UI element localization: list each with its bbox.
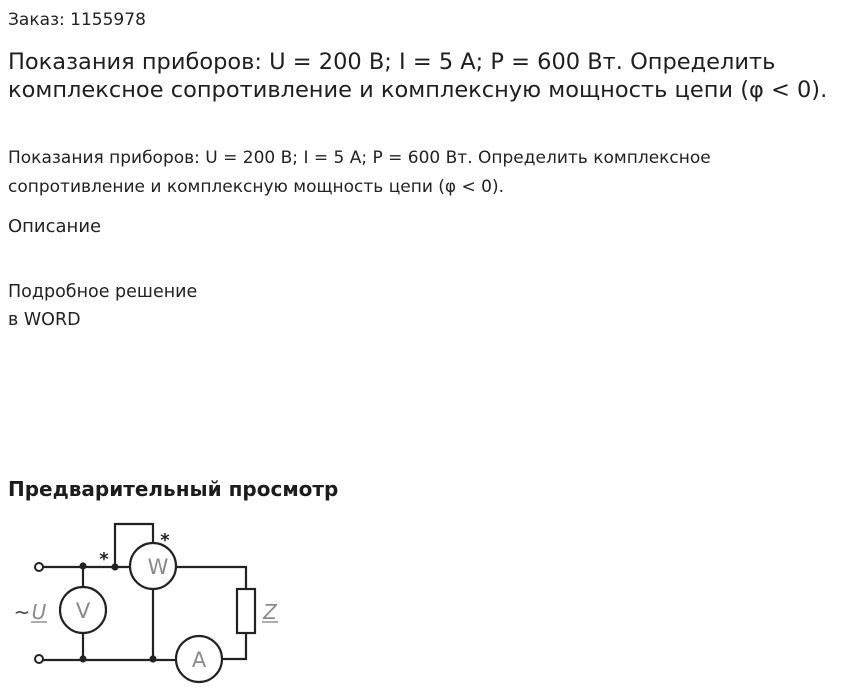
junction-dot	[79, 562, 86, 569]
junction-dot	[149, 655, 156, 662]
junction-dot	[111, 563, 118, 570]
ammeter-label: A	[191, 648, 207, 672]
polarity-star-voltage: *	[160, 530, 170, 551]
impedance-icon	[237, 589, 255, 633]
wattmeter-label: W	[147, 555, 169, 579]
right-bottom-wire	[222, 633, 246, 659]
junction-dot	[79, 655, 86, 662]
task-text: Показания приборов: U = 200 В; I = 5 А; P = 600 Вт. Определить комплексное сопротивление и комплексную мощность цепи (φ < 0).	[8, 148, 711, 197]
impedance-label: Z	[263, 600, 277, 624]
circuit-diagram	[8, 518, 298, 690]
source-voltage-label: U	[31, 600, 47, 624]
preview-heading: Предварительный просмотр	[8, 477, 339, 501]
top-terminal	[35, 563, 43, 571]
description-line-2: в WORD	[8, 310, 81, 330]
description-label: Описание	[8, 216, 102, 237]
order-number: Заказ: 1155978	[8, 10, 146, 30]
voltmeter-label: V	[75, 599, 91, 623]
description-details	[8, 278, 197, 334]
bottom-terminal	[35, 655, 43, 663]
description-line-1: Подробное решение	[8, 282, 198, 302]
top-wire-right	[176, 567, 246, 589]
source-tilde: ~	[13, 600, 31, 624]
task-title: Показания приборов: U = 200 В; I = 5 А; P = 600 Вт. Определить комплексное сопротивление и комплексную мощность цепи (φ < 0).	[8, 49, 828, 103]
polarity-star-current: *	[99, 549, 109, 570]
